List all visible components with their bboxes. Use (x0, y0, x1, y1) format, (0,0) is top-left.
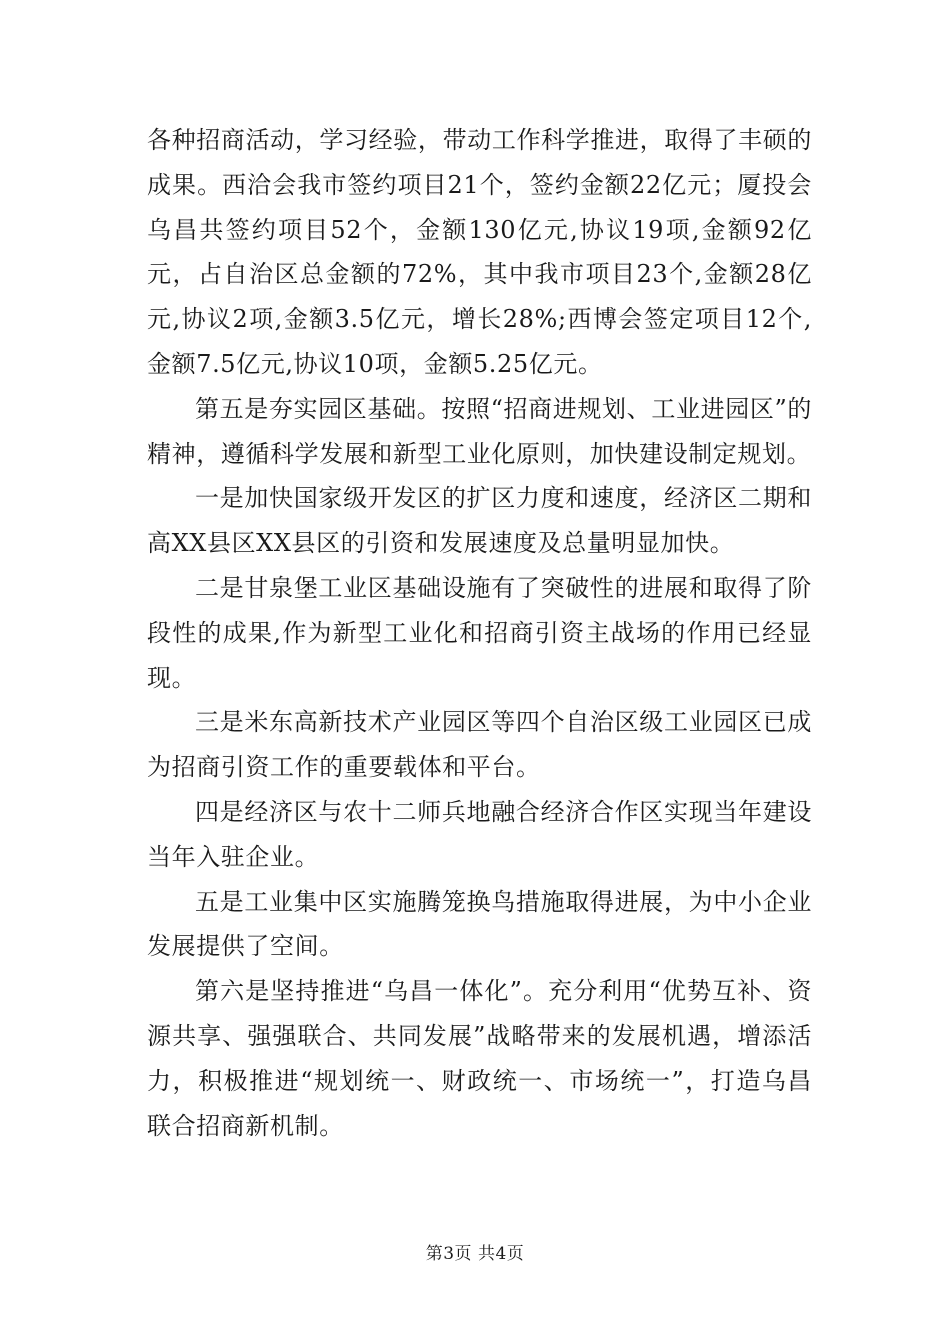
paragraph-section-six: 第六是坚持推进“乌昌一体化”。充分利用“优势互补、资源共享、强强联合、共同发展”战略带来的发展机遇，增添活力，积极推进“规划统一、财政统一、市场统一”，打造乌昌联合招商新机制。 (147, 977, 812, 1140)
document-body (147, 118, 812, 1148)
paragraph-item-two: 二是甘泉堡工业区基础设施有了突破性的进展和取得了阶段性的成果,作为新型工业化和招商引资主战场的作用已经显现。 (147, 573, 812, 692)
paragraph-item-four: 四是经济区与农十二师兵地融合经济合作区实现当年建设当年入驻企业。 (147, 797, 812, 871)
page-number-footer: 第3页 共4页 (425, 1244, 525, 1264)
paragraph-item-three: 三是米东高新技术产业园区等四个自治区级工业园区已成为招商引资工作的重要载体和平台。 (147, 708, 812, 782)
paragraph-item-five: 五是工业集中区实施腾笼换鸟措施取得进展，为中小企业发展提供了空间。 (147, 887, 812, 961)
paragraph-item-one: 一是加快国家级开发区的扩区力度和速度，经济区二期和高XX县区XX县区的引资和发展速度及总量明显加快。 (147, 484, 812, 558)
paragraph-section-five: 第五是夯实园区基础。按照“招商进规划、工业进园区”的精神，遵循科学发展和新型工业化原则，加快建设制定规划。 (147, 394, 812, 468)
paragraph-continued: 各种招商活动，学习经验，带动工作科学推进，取得了丰硕的成果。西洽会我市签约项目21个，签约金额22亿元；厦投会乌昌共签约项目52个，金额130亿元,协议19项,金额92亿元，占自治区总金额的72%，其中我市项目23个,金额28亿元,协议2项,金额3.5亿元，增长28%;西博会签定项目12个,金额7.5亿元,协议10项，金额5.25亿元。 (147, 126, 812, 378)
